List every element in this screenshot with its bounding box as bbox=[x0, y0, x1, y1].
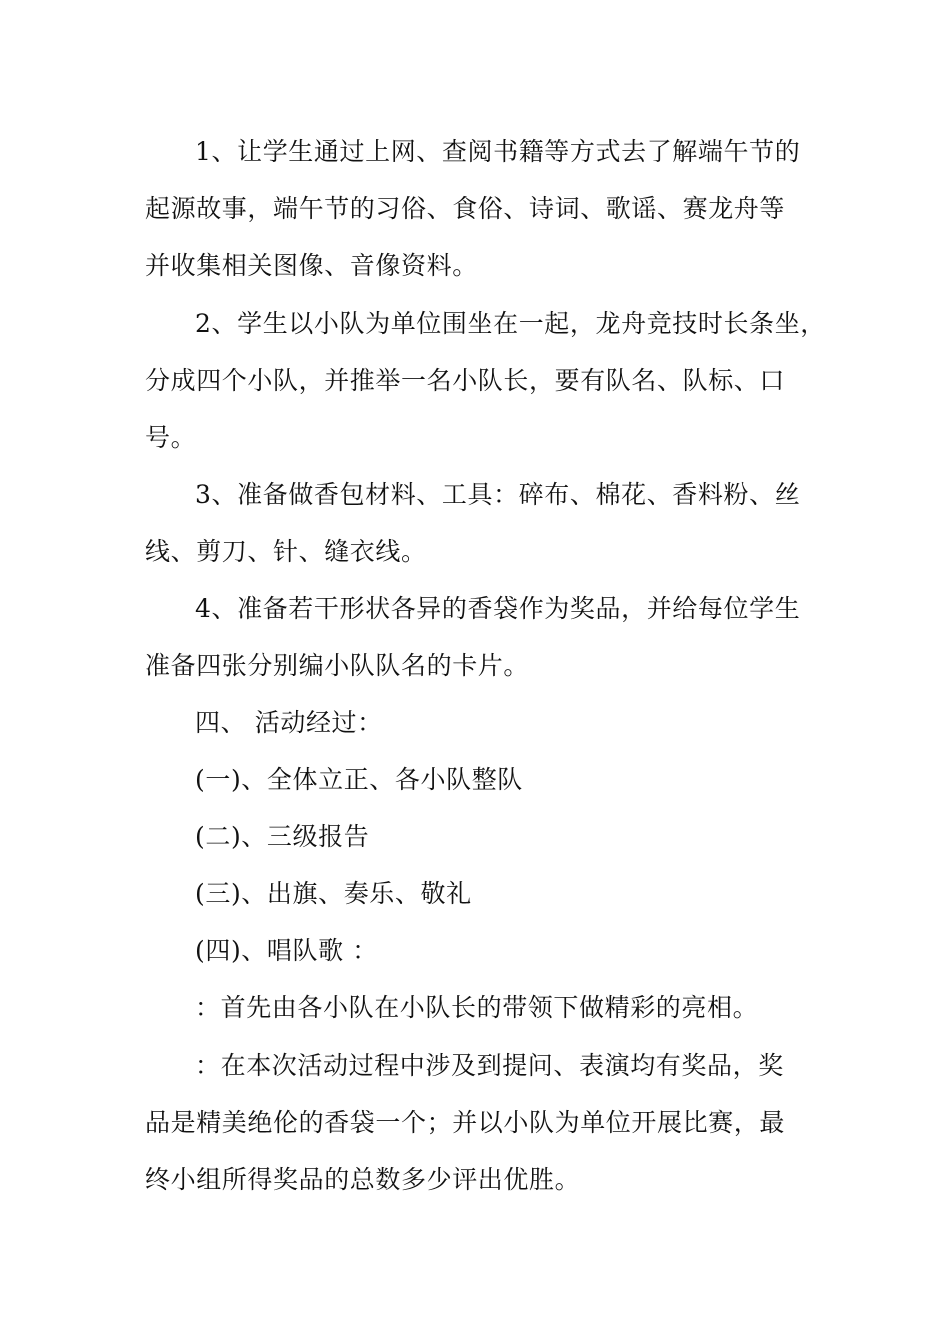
text-line: (四)、唱队歌 ： bbox=[195, 936, 378, 965]
section-heading: 四、 活动经过： bbox=[195, 708, 383, 737]
text-line: 品是精美绝伦的香袋一个；并以小队为单位开展比赛，最 bbox=[145, 1108, 786, 1137]
text-line: ：在本次活动过程中涉及到提问、表演均有奖品，奖 bbox=[195, 1051, 784, 1080]
text-line: 并收集相关图像、音像资料。 bbox=[145, 251, 478, 280]
text-line: 线、剪刀、针、缝衣线。 bbox=[145, 537, 427, 566]
text-line: 2、学生以小队为单位围坐在一起，龙舟竞技时长条坐， bbox=[195, 309, 826, 338]
text-line: (一)、全体立正、各小队整队 bbox=[195, 765, 523, 794]
text-line: 号。 bbox=[145, 423, 197, 452]
text-line: 1、让学生通过上网、查阅书籍等方式去了解端午节的 bbox=[195, 137, 801, 166]
text-line: 起源故事，端午节的习俗、食俗、诗词、歌谣、赛龙舟等 bbox=[145, 194, 786, 223]
text-line: 4、准备若干形状各异的香袋作为奖品，并给每位学生 bbox=[195, 594, 801, 623]
text-line: 终小组所得奖品的总数多少评出优胜。 bbox=[145, 1165, 581, 1194]
text-line: (二)、三级报告 bbox=[195, 822, 370, 851]
text-line: 3、准备做香包材料、工具：碎布、棉花、香料粉、丝 bbox=[195, 480, 801, 509]
text-line: 分成四个小队，并推举一名小队长，要有队名、队标、口 bbox=[145, 366, 786, 395]
text-line: (三)、出旗、奏乐、敬礼 bbox=[195, 879, 472, 908]
text-line: 准备四张分别编小队队名的卡片。 bbox=[145, 651, 530, 680]
text-line: ：首先由各小队在小队长的带领下做精彩的亮相。 bbox=[195, 993, 759, 1022]
